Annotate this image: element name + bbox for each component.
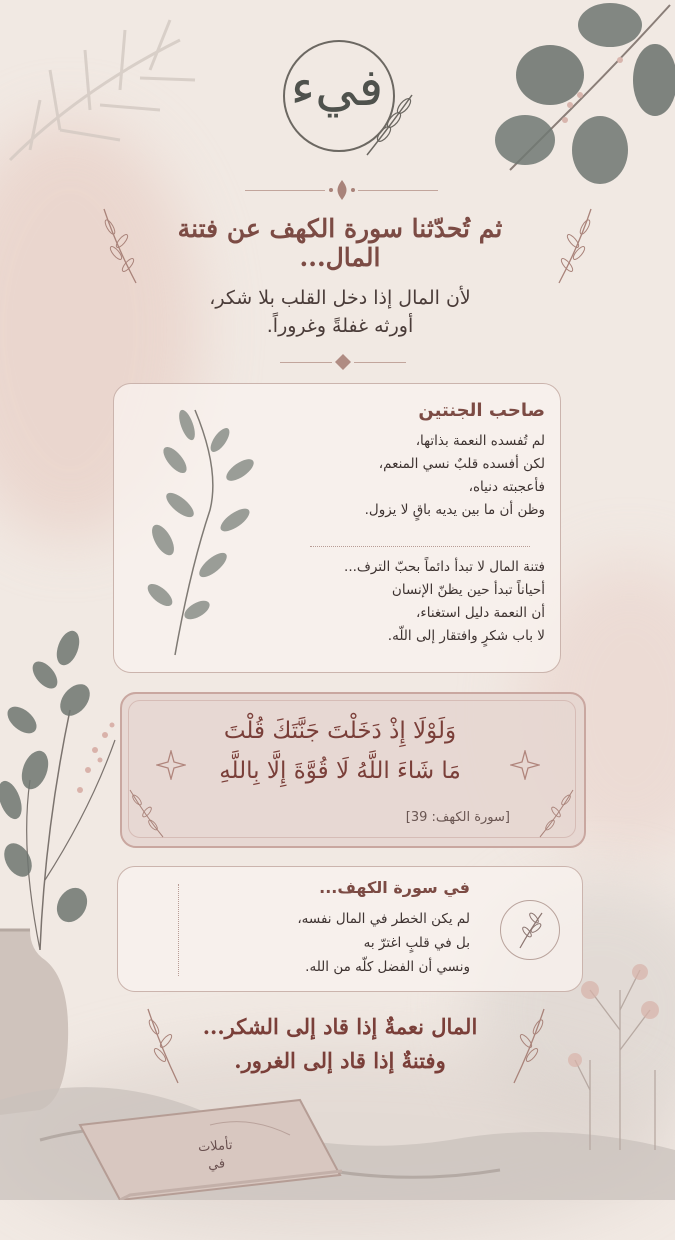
card-line: فأعجبته دنياه، bbox=[468, 479, 545, 495]
card-line: أن النعمة دليل استغناء، bbox=[416, 605, 545, 621]
sprig-right-icon bbox=[553, 205, 599, 285]
divider-line-right bbox=[354, 362, 406, 363]
card-line: لم يكن الخطر في المال نفسه، bbox=[297, 911, 470, 927]
sprig-left-icon bbox=[96, 205, 142, 285]
card-line: لكن أفسده قلبٌ نسي المنعم، bbox=[378, 456, 545, 472]
book-title bbox=[185, 1136, 247, 1176]
diamond-ornament-icon bbox=[334, 353, 352, 371]
divider-line-left bbox=[245, 190, 325, 191]
sprig-corner-right-icon bbox=[538, 785, 578, 840]
verse-line: وَلَوْلَا إِذْ دَخَلْتَ جَنَّتَكَ قُلْتَ bbox=[223, 718, 457, 744]
card-paragraph bbox=[190, 907, 470, 979]
page-heading: ثم تُحدّثنا سورة الكهف عن فتنة المال... bbox=[177, 214, 503, 272]
star-ornament-right-icon bbox=[510, 750, 540, 780]
divider-line-left bbox=[280, 362, 332, 363]
card-line: ونسي أن الفضل كلّه من الله. bbox=[305, 959, 470, 975]
card-line: بل في قلبٍ اغترّ به bbox=[363, 935, 470, 951]
card-title: صاحب الجنتين bbox=[418, 400, 545, 421]
card-line: وظن أن ما بين يديه باقٍ لا يزول. bbox=[364, 502, 545, 518]
logo-monogram: فيء bbox=[290, 58, 384, 118]
book-title-line: في bbox=[207, 1156, 226, 1173]
book-title-line: تأملات bbox=[197, 1137, 234, 1156]
fleur-ornament-icon bbox=[326, 178, 358, 202]
intro-line: أورثه غفلةً وغروراً. bbox=[266, 315, 414, 337]
intro-line: لأن المال إذا دخل القلب بلا شكر، bbox=[209, 287, 471, 309]
card-line: أحياناً تبدأ حين يظنّ الإنسان bbox=[391, 582, 545, 598]
tree-landscape-decoration bbox=[560, 950, 675, 1150]
card-line: لم تُفسده النعمة بذاتها، bbox=[415, 433, 545, 449]
verse-reference: [سورة الكهف: 39] bbox=[405, 810, 510, 825]
card-paragraph-2 bbox=[250, 556, 545, 648]
divider-line-right bbox=[358, 190, 438, 191]
logo-leaf-icon bbox=[362, 90, 418, 160]
verse-line: مَا شَاءَ اللَّهُ لَا قُوَّةَ إِلَّا بِاللَّهِ bbox=[219, 758, 461, 784]
card-line: فتنة المال لا تبدأ دائماً بحبّ الترف... bbox=[344, 559, 545, 575]
berry-branch-decoration bbox=[0, 630, 130, 950]
eucalyptus-branch-decoration bbox=[470, 0, 675, 200]
card-line: لا باب شكرٍ وافتقار إلى اللّه. bbox=[387, 628, 545, 644]
sprig-corner-left-icon bbox=[125, 785, 165, 840]
card-title: في سورة الكهف... bbox=[319, 878, 470, 897]
dotted-divider bbox=[178, 884, 179, 976]
intro-text bbox=[160, 284, 520, 340]
card-paragraph bbox=[260, 430, 545, 522]
closing-line: وفتنةٌ إذا قاد إلى الغرور. bbox=[234, 1048, 446, 1073]
leaf-branch-icon bbox=[135, 400, 265, 660]
dotted-divider bbox=[310, 546, 530, 547]
sprig-icon bbox=[512, 910, 548, 950]
closing-line: المال نعمةٌ إذا قاد إلى الشكر... bbox=[202, 1014, 478, 1039]
palm-leaf-shadow-decoration bbox=[0, 0, 210, 170]
